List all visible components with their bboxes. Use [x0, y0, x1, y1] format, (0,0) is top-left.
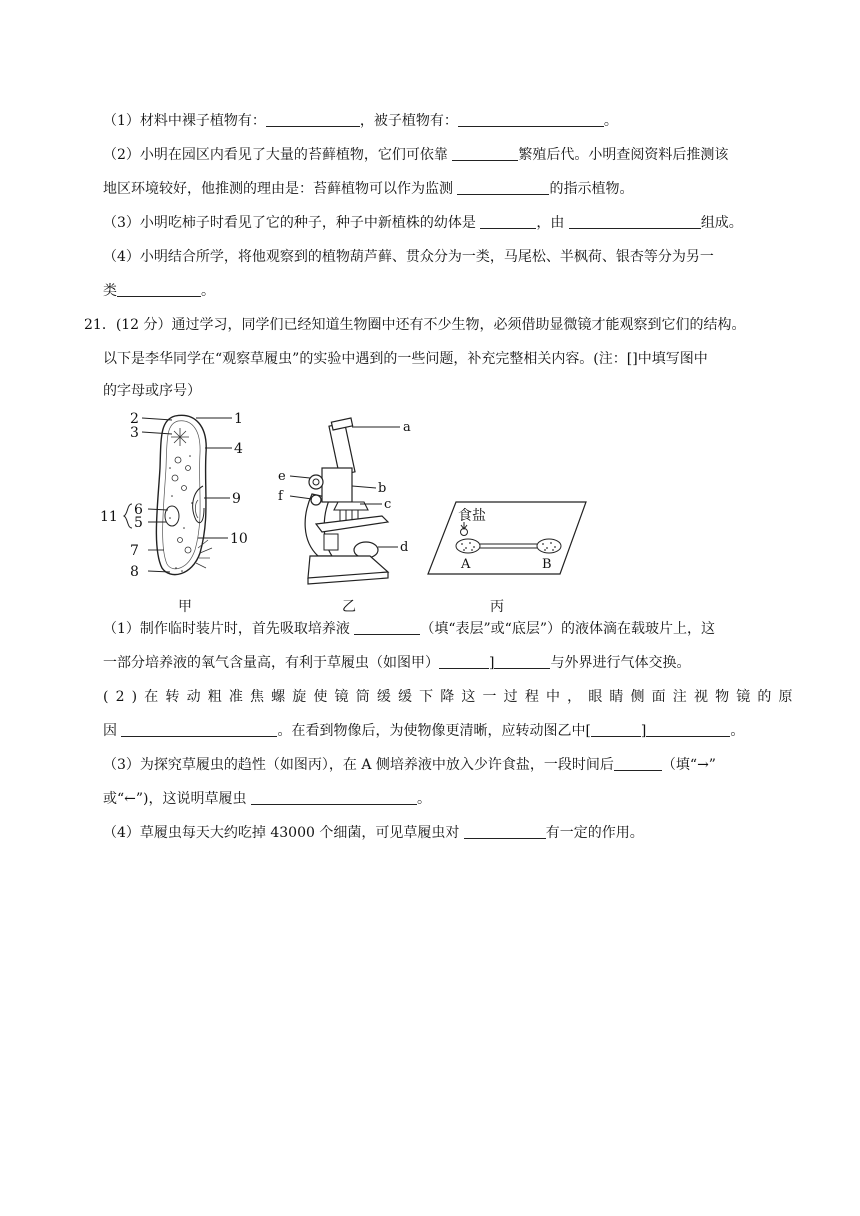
label-a: a	[403, 420, 411, 435]
paramecium-labels	[100, 411, 248, 580]
label-f: f	[278, 489, 283, 504]
label-d: d	[400, 540, 409, 555]
q20-part2-cont: 地区环境较好，他推测的理由是：苔藓植物可以作为监测 的指示植物。	[103, 181, 634, 197]
answer-blank[interactable]	[121, 722, 277, 737]
label-8: 8	[130, 564, 139, 580]
label-c: c	[384, 497, 392, 512]
answer-blank[interactable]	[591, 722, 641, 737]
q21-heading: 21．(12 分）通过学习，同学们已经知道生物圈中还有不少生物，必须借助显微镜才能观察到它们的结构。	[84, 317, 746, 333]
label-A: A	[461, 557, 471, 572]
label-b: b	[378, 481, 387, 496]
figure-caption-bing: 丙	[490, 599, 504, 615]
figure-caption-jia: 甲	[178, 599, 192, 615]
q21-part1: （1）制作临时装片时，首先吸取培养液 （填“表层”或“底层”）的液体滴在载玻片上，这	[103, 621, 715, 637]
salt-label: 食盐	[458, 508, 486, 524]
label-11: 11	[100, 509, 118, 525]
answer-blank[interactable]	[569, 214, 701, 229]
label-6: 6	[134, 502, 143, 518]
answer-blank[interactable]	[457, 180, 549, 195]
label-9: 9	[232, 491, 241, 507]
label-2: 2	[130, 411, 139, 427]
q20-part2: （2）小明在园区内看见了大量的苔藓植物，它们可依靠 繁殖后代。小明查阅资料后推测该	[103, 147, 729, 163]
answer-blank[interactable]	[452, 146, 518, 161]
label-10: 10	[230, 531, 248, 547]
q20-part3: （3）小明吃柿子时看见了它的种子，种子中新植株的幼体是 ，由 组成。	[103, 215, 743, 231]
q21-part2: ( 2 ) 在 转 动 粗 准 焦 螺 旋 使 镜 筒 缓 缓 下 降 这 一 过 程 中 ， 眼 睛 侧 面 注 视 物 镜 的 原	[103, 689, 793, 705]
q21-part2-cont: 因 。在看到物像后，为使物像更清晰，应转动图乙中[ ] 。	[103, 723, 745, 739]
label-3: 3	[130, 425, 139, 441]
label-e: e	[278, 469, 286, 484]
answer-blank[interactable]	[614, 756, 662, 771]
answer-blank[interactable]	[251, 790, 417, 805]
salt-experiment-figure	[424, 498, 594, 580]
q21-heading-line3: 的字母或序号）	[103, 383, 201, 399]
label-1: 1	[234, 411, 243, 427]
paramecium-figure	[100, 408, 270, 588]
answer-blank[interactable]	[494, 654, 550, 669]
q20-part4-cont: 类 。	[103, 283, 215, 299]
q21-part1-cont: 一部分培养液的氧气含量高，有利于草履虫（如图甲） ] 与外界进行气体交换。	[103, 655, 691, 671]
q21-part4: （4）草履虫每天大约吃掉 43000 个细菌，可见草履虫对 有一定的作用。	[103, 825, 644, 841]
answer-blank[interactable]	[646, 722, 730, 737]
q21-heading-line2: 以下是李华同学在“观察草履虫”的实验中遇到的一些问题，补充完整相关内容。(注：[]中填写图中	[103, 351, 708, 367]
label-5: 5	[134, 515, 143, 531]
answer-blank[interactable]	[439, 654, 489, 669]
microscope-figure	[272, 416, 422, 588]
q20-part4: （4）小明结合所学，将他观察到的植物葫芦藓、贯众分为一类，马尾松、半枫荷、银杏等分为另一	[103, 249, 714, 265]
label-4: 4	[234, 441, 243, 457]
label-B: B	[542, 557, 552, 572]
answer-blank[interactable]	[117, 282, 201, 297]
label-7: 7	[130, 543, 139, 559]
figure-caption-yi: 乙	[342, 599, 356, 615]
q20-part1: （1）材料中裸子植物有： ，被子植物有： 。	[103, 113, 618, 129]
q21-part3: （3）为探究草履虫的趋性（如图丙），在 A 侧培养液中放入少许食盐，一段时间后 （填“→”	[103, 757, 716, 773]
answer-blank[interactable]	[480, 214, 536, 229]
answer-blank[interactable]	[266, 112, 360, 127]
q21-part3-cont: 或“←”)，这说明草履虫 。	[103, 791, 431, 807]
answer-blank[interactable]	[464, 824, 546, 839]
answer-blank[interactable]	[354, 620, 420, 635]
answer-blank[interactable]	[458, 112, 604, 127]
